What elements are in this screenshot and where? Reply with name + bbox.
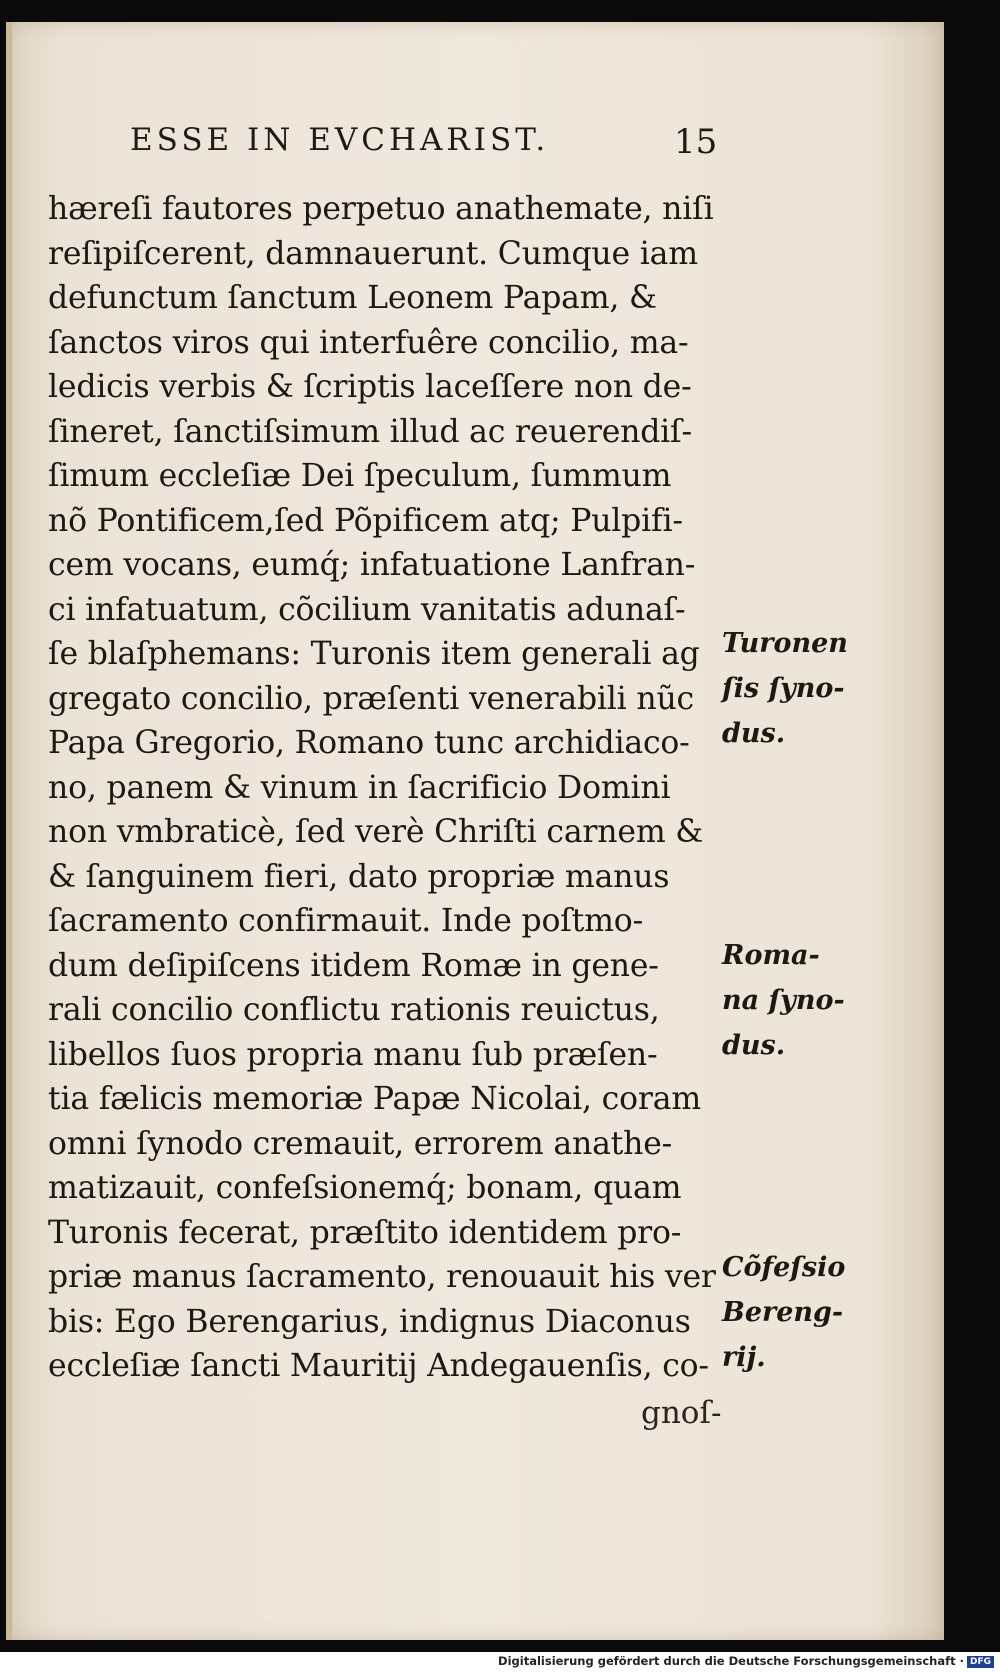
- text-line: reſipiſcerent, damnauerunt. Cumque iam: [48, 235, 698, 272]
- text-line: ſanctos viros qui interfuêre concilio, ma-: [48, 324, 689, 361]
- text-line: eccleſiæ ſancti Mauritij Andegauenſis, co-: [48, 1348, 709, 1384]
- text-line: no, panem & vinum in ſacrificio Domini: [48, 769, 671, 806]
- text-line: ſimum eccleſiæ Dei ſpeculum, ſummum: [48, 458, 672, 494]
- text-line: gregato concilio, præſenti venerabili nũc: [48, 680, 694, 717]
- page-gutter: [6, 22, 12, 1640]
- text-line: Papa Gregorio, Romano tunc archidiaco-: [48, 725, 690, 761]
- text-line: & ſanguinem fieri, dato propriæ manus: [48, 858, 670, 895]
- text-line: hæreſi fautores perpetuo anathemate, niſi: [48, 191, 714, 227]
- text-line: Turonis fecerat, præſtito identidem pro-: [48, 1214, 682, 1251]
- text-line: ci infatuatum, cõcilium vanitatis adunaſ-: [48, 591, 686, 628]
- page-number: 15: [674, 122, 718, 162]
- book-page: [6, 22, 944, 1640]
- text-line: rali concilio conflictu rationis reuictus,: [48, 992, 660, 1028]
- margin-note: dus.: [722, 718, 786, 749]
- margin-note: ſis ſyno-: [722, 673, 845, 704]
- credit-text: Digitalisierung gefördert durch die Deutsche Forschungsgemeinschaft ·: [498, 1654, 964, 1668]
- margin-note: rij.: [722, 1342, 766, 1373]
- text-line: ſineret, ſanctiſsimum illud ac reuerendiſ-: [48, 413, 692, 450]
- text-line: dum deſipiſcens itidem Romæ in gene-: [48, 947, 659, 984]
- text-line: libellos ſuos propria manu ſub præſen-: [48, 1036, 658, 1073]
- funding-credit: [498, 1654, 994, 1668]
- text-line: matizauit, confeſsionemq́; bonam, quam: [48, 1170, 682, 1206]
- text-line: ſe blaſphemans: Turonis item generali ag: [48, 636, 700, 672]
- text-line: omni ſynodo cremauit, errorem anathe-: [48, 1125, 673, 1162]
- text-line: non vmbraticè, ſed verè Chriſti carnem &: [48, 814, 704, 850]
- catchword: gnoſ-: [641, 1395, 722, 1431]
- text-line: ledicis verbis & ſcriptis laceſſere non de-: [48, 369, 692, 405]
- margin-note: Turonen: [722, 628, 848, 659]
- text-line: tia fælicis memoriæ Papæ Nicolai, coram: [48, 1081, 701, 1117]
- margin-note: Roma-: [722, 940, 820, 971]
- margin-note: na ſyno-: [722, 985, 845, 1016]
- body-text: [48, 187, 728, 1389]
- text-line: priæ manus ſacramento, renouauit his ver: [48, 1259, 716, 1295]
- text-line: cem vocans, eumq́; infatuatione Lanfran-: [48, 547, 696, 583]
- margin-note: Bereng-: [722, 1297, 844, 1328]
- text-line: nõ Pontificem,ſed Põpificem atq; Pulpifi-: [48, 502, 683, 539]
- dfg-logo: DFG: [967, 1656, 994, 1668]
- running-head: ESSE IN EVCHARIST.: [130, 122, 550, 158]
- text-line: bis: Ego Berengarius, indignus Diaconus: [48, 1303, 691, 1340]
- text-line: ſacramento confirmauit. Inde poſtmo-: [48, 903, 644, 939]
- margin-note: dus.: [722, 1030, 786, 1061]
- margin-note: Cõfeſsio: [722, 1252, 846, 1283]
- text-line: defunctum ſanctum Leonem Papam, &: [48, 280, 657, 316]
